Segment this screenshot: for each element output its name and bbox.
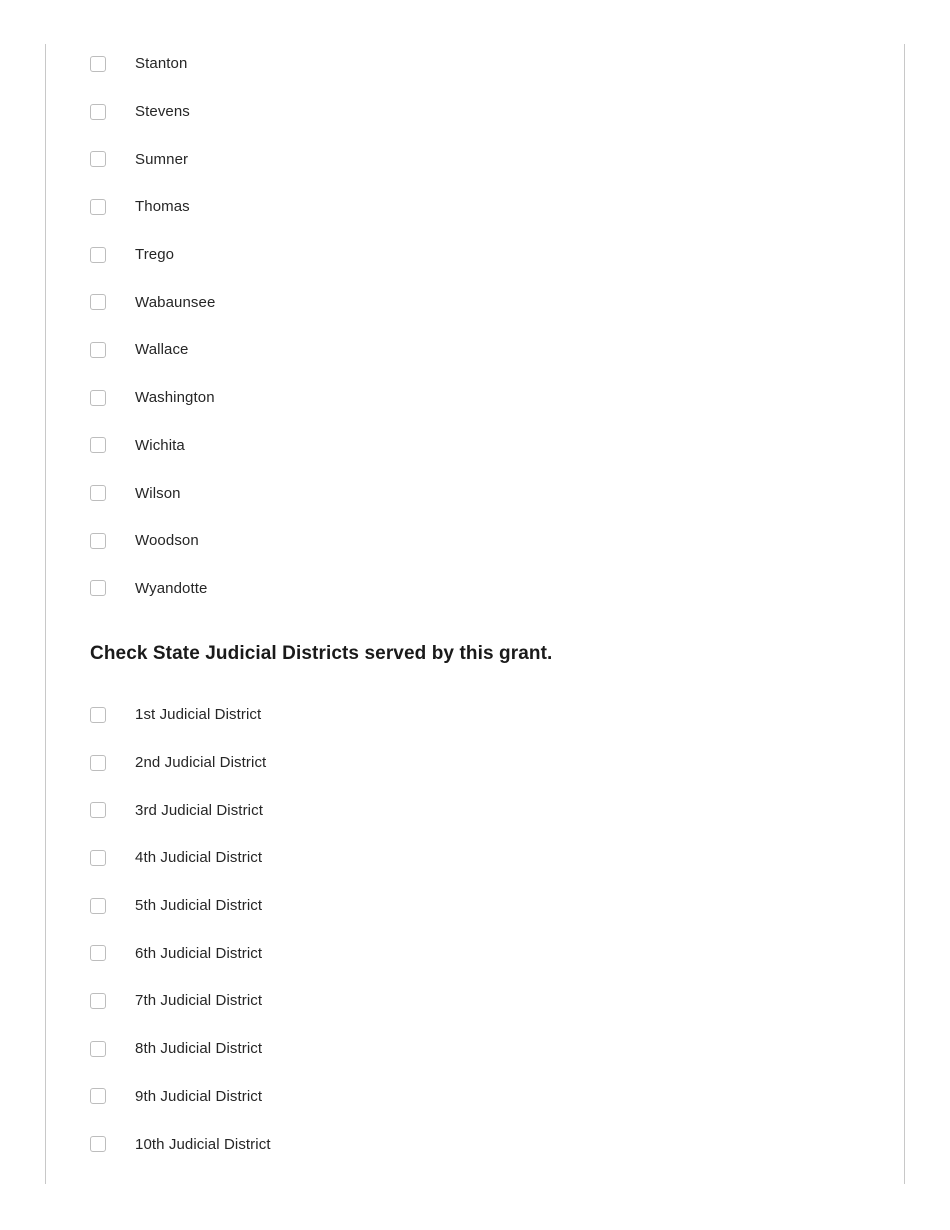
district-option-3[interactable]	[90, 786, 271, 834]
checkbox[interactable]	[90, 390, 106, 406]
county-checkbox-list	[90, 40, 215, 612]
district-option-8[interactable]	[90, 1025, 271, 1073]
option-label: Wabaunsee	[135, 293, 216, 311]
checkbox[interactable]	[90, 1136, 106, 1152]
district-option-2[interactable]	[90, 739, 271, 787]
county-option-wilson[interactable]	[90, 469, 215, 517]
checkbox[interactable]	[90, 802, 106, 818]
checkbox[interactable]	[90, 199, 106, 215]
checkbox[interactable]	[90, 104, 106, 120]
district-option-9[interactable]	[90, 1073, 271, 1121]
option-label: Wyandotte	[135, 579, 208, 597]
checkbox[interactable]	[90, 945, 106, 961]
option-label: 8th Judicial District	[135, 1040, 263, 1058]
option-label: 1st Judicial District	[135, 706, 262, 724]
county-option-wyandotte[interactable]	[90, 565, 215, 613]
option-label: 2nd Judicial District	[135, 754, 267, 772]
county-option-wallace[interactable]	[90, 326, 215, 374]
option-label: Stevens	[135, 103, 190, 121]
option-label: 10th Judicial District	[135, 1135, 271, 1153]
option-label: Sumner	[135, 150, 189, 168]
option-label: 4th Judicial District	[135, 849, 263, 867]
district-option-1[interactable]	[90, 691, 271, 739]
district-option-7[interactable]	[90, 977, 271, 1025]
checkbox[interactable]	[90, 294, 106, 310]
checkbox[interactable]	[90, 342, 106, 358]
option-label: Washington	[135, 389, 215, 407]
checkbox[interactable]	[90, 580, 106, 596]
county-option-trego[interactable]	[90, 231, 215, 279]
option-label: 3rd Judicial District	[135, 801, 263, 819]
option-label: Woodson	[135, 532, 199, 550]
option-label: 7th Judicial District	[135, 992, 263, 1010]
judicial-district-checkbox-list	[90, 691, 271, 1168]
checkbox[interactable]	[90, 755, 106, 771]
district-option-5[interactable]	[90, 882, 271, 930]
checkbox[interactable]	[90, 151, 106, 167]
district-option-4[interactable]	[90, 834, 271, 882]
checkbox[interactable]	[90, 247, 106, 263]
district-option-6[interactable]	[90, 929, 271, 977]
judicial-districts-heading: Check State Judicial Districts served by this grant.	[90, 643, 553, 664]
checkbox[interactable]	[90, 850, 106, 866]
checkbox[interactable]	[90, 1088, 106, 1104]
option-label: Stanton	[135, 55, 188, 73]
checkbox[interactable]	[90, 707, 106, 723]
district-option-10[interactable]	[90, 1120, 271, 1168]
checkbox[interactable]	[90, 898, 106, 914]
option-label: 6th Judicial District	[135, 944, 263, 962]
option-label: Wallace	[135, 341, 189, 359]
checkbox[interactable]	[90, 533, 106, 549]
option-label: Thomas	[135, 198, 190, 216]
checkbox[interactable]	[90, 485, 106, 501]
county-option-wichita[interactable]	[90, 422, 215, 470]
checkbox[interactable]	[90, 1041, 106, 1057]
county-option-thomas[interactable]	[90, 183, 215, 231]
county-option-sumner[interactable]	[90, 135, 215, 183]
option-label: Wilson	[135, 484, 181, 502]
checkbox[interactable]	[90, 56, 106, 72]
option-label: Trego	[135, 246, 175, 264]
county-option-stanton[interactable]	[90, 40, 215, 88]
option-label: Wichita	[135, 436, 185, 454]
county-option-washington[interactable]	[90, 374, 215, 422]
option-label: 9th Judicial District	[135, 1087, 263, 1105]
checkbox[interactable]	[90, 437, 106, 453]
county-option-woodson[interactable]	[90, 517, 215, 565]
county-option-stevens[interactable]	[90, 88, 215, 136]
option-label: 5th Judicial District	[135, 897, 263, 915]
county-option-wabaunsee[interactable]	[90, 278, 215, 326]
checkbox[interactable]	[90, 993, 106, 1009]
